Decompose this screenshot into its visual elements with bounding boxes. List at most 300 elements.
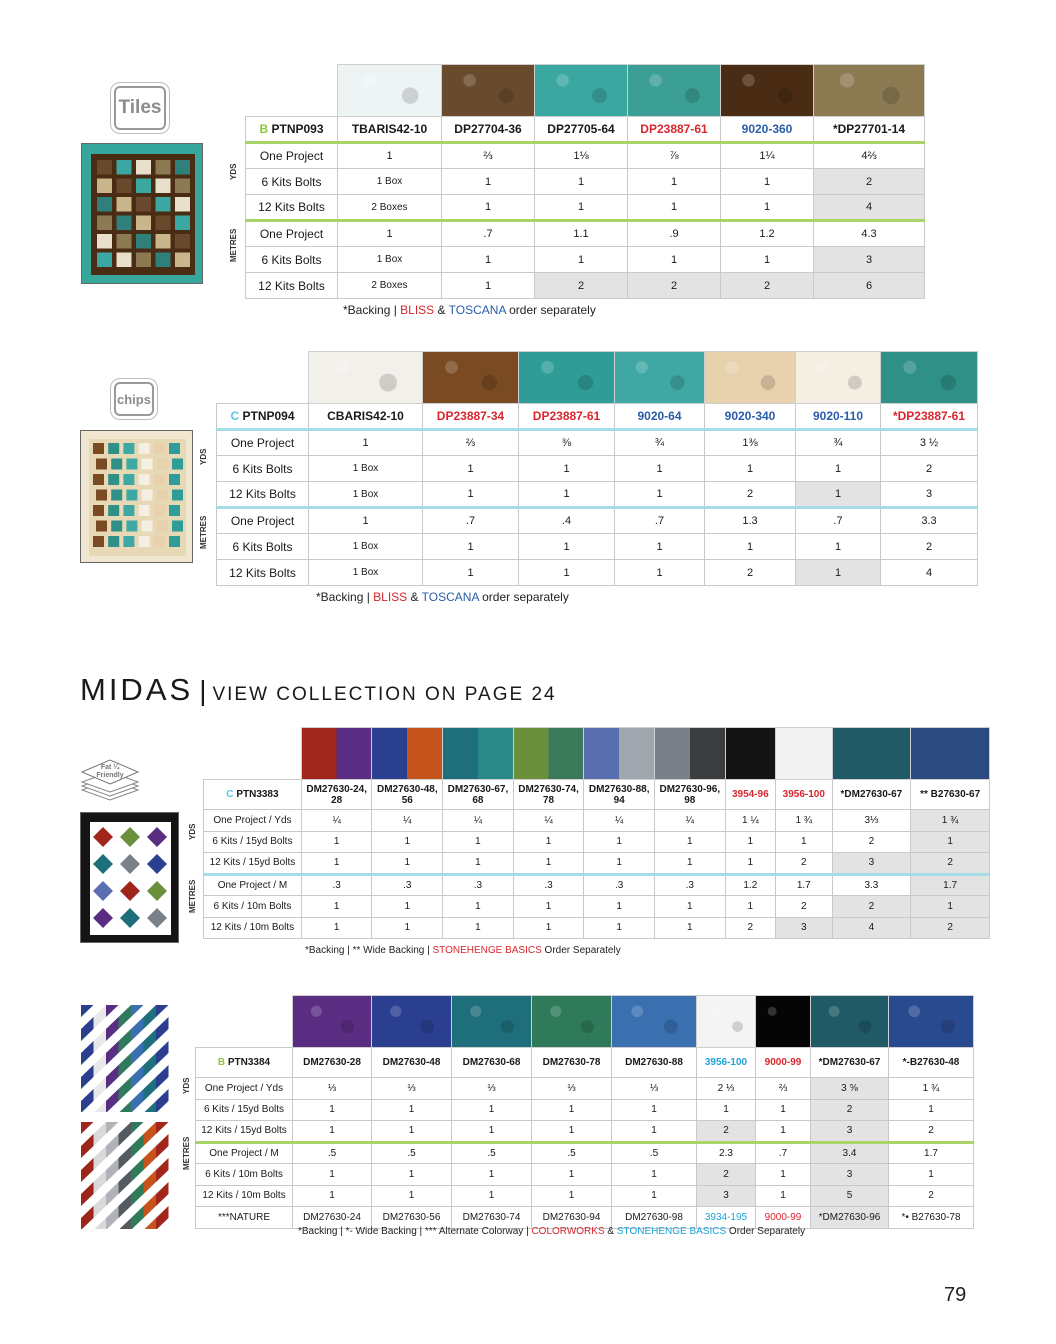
row-label: 6 Kits Bolts	[217, 534, 309, 560]
row-label: One Project / M	[196, 1142, 293, 1164]
table-corner	[196, 996, 293, 1048]
quantity-cell: 1	[372, 896, 443, 918]
fabric-code-header: *DP27701-14	[814, 117, 925, 143]
quantity-cell: 2	[811, 1099, 889, 1121]
quantity-cell: 1	[442, 195, 535, 221]
ptn3384-alternate-quilt-image	[81, 1122, 169, 1229]
table-row	[204, 917, 990, 939]
row-label: 12 Kits / 15yd Bolts	[196, 1121, 293, 1143]
quantity-cell: 1	[513, 917, 584, 939]
row-label: One Project	[217, 508, 309, 534]
quantity-cell: .9	[628, 221, 721, 247]
quantity-cell: 3.4	[811, 1142, 889, 1164]
fabric-code-header: 9020-64	[615, 404, 705, 430]
chips-quilt-image	[80, 430, 193, 563]
quantity-cell: 1 ¾	[911, 810, 990, 832]
quantity-cell: 1	[889, 1099, 974, 1121]
quantity-cell: 1	[423, 456, 519, 482]
quantity-cell: 1	[628, 195, 721, 221]
table-row	[204, 896, 990, 918]
quantity-cell: 1 Box	[338, 169, 442, 195]
fabric-code-header: 9020-110	[796, 404, 881, 430]
quantity-cell: 1	[301, 831, 372, 853]
quantity-cell: 1	[293, 1164, 372, 1186]
quantity-cell: 3	[881, 482, 978, 508]
fabric-code-header: CBARIS42-10	[309, 404, 423, 430]
fabric-swatch	[889, 996, 974, 1048]
quantity-cell: 3	[832, 853, 911, 875]
quantity-cell: ⅔	[423, 430, 519, 456]
table-row	[196, 1142, 974, 1164]
quantity-cell: 1	[452, 1121, 532, 1143]
row-label: 6 Kits / 15yd Bolts	[196, 1099, 293, 1121]
fabric-swatch	[519, 352, 615, 404]
chips-backing-note: *Backing | BLISS & TOSCANA order separately	[316, 590, 569, 604]
fabric-swatch	[811, 996, 889, 1048]
quantity-cell: 1	[654, 831, 725, 853]
fabric-code-header: DP23887-34	[423, 404, 519, 430]
quantity-cell: 1	[301, 917, 372, 939]
quantity-cell: 9000-99	[756, 1207, 811, 1229]
fabric-code-header: DM27630-74, 78	[513, 780, 584, 810]
quantity-cell: 2	[535, 273, 628, 299]
quantity-cell: 1	[911, 896, 990, 918]
quantity-cell: ⅔	[442, 143, 535, 169]
collection-title	[80, 672, 557, 708]
table-row	[217, 508, 978, 534]
table-row	[217, 534, 978, 560]
quantity-cell: 2	[832, 831, 911, 853]
quantity-cell: ¼	[513, 810, 584, 832]
quantity-cell: 2.3	[697, 1142, 756, 1164]
table-corner	[246, 65, 338, 117]
fabric-code-header: DP23887-61	[519, 404, 615, 430]
fabric-swatch	[513, 728, 584, 780]
fabric-code-header: *‍-B27630-48	[889, 1048, 974, 1078]
tiles-yardage-table	[245, 64, 925, 299]
quantity-cell: .4	[519, 508, 615, 534]
table-row	[246, 247, 925, 273]
quantity-cell: .3	[301, 874, 372, 896]
fabric-swatch	[832, 728, 911, 780]
quantity-cell: DM27630-24	[293, 1207, 372, 1229]
pattern-code-header: C PTNP094	[217, 404, 309, 430]
quantity-cell: 2	[776, 896, 833, 918]
fabric-code-header: 3956-100	[697, 1048, 756, 1078]
quantity-cell: 1	[293, 1121, 372, 1143]
fat-quarter-friendly-icon: Fat ¼ Friendly	[80, 758, 140, 804]
row-label: 12 Kits Bolts	[217, 482, 309, 508]
quantity-cell: .7	[796, 508, 881, 534]
quantity-cell: 1 Box	[309, 560, 423, 586]
table-row	[196, 1207, 974, 1229]
ptn3384-backing-note: *Backing | *‍- Wide Backing | *** Alternate Colorway | COLORWORKS & STONEHENGE BASICS Order Separately	[298, 1226, 806, 1237]
fabric-code-header: 9020-360	[721, 117, 814, 143]
quantity-cell: 1	[612, 1121, 697, 1143]
quantity-cell: 1	[301, 853, 372, 875]
quantity-cell: 1	[423, 534, 519, 560]
quantity-cell: 1	[725, 896, 775, 918]
row-label: One Project	[246, 143, 338, 169]
yds-side-label: YDS	[199, 448, 208, 465]
quantity-cell: 1	[532, 1099, 612, 1121]
quantity-cell: 1	[796, 534, 881, 560]
quantity-cell: 2	[705, 482, 796, 508]
quantity-cell: 1	[452, 1099, 532, 1121]
quantity-cell: 1	[721, 247, 814, 273]
quantity-cell: ⅓	[372, 1078, 452, 1100]
fabric-code-header: DM27630-24, 28	[301, 780, 372, 810]
quantity-cell: 2	[911, 853, 990, 875]
quantity-cell: 1	[654, 917, 725, 939]
page-number: 79	[944, 1284, 967, 1306]
collection-page-link[interactable]: VIEW COLLECTION ON PAGE 24	[212, 684, 557, 705]
fabric-swatch	[372, 728, 443, 780]
quantity-cell: 1	[776, 831, 833, 853]
metres-side-label: METRES	[199, 515, 208, 549]
quantity-cell: 1	[584, 917, 655, 939]
quantity-cell: 1⅜	[705, 430, 796, 456]
quantity-cell: 1	[615, 534, 705, 560]
quantity-cell: .7	[615, 508, 705, 534]
quantity-cell: .3	[584, 874, 655, 896]
fabric-swatch	[615, 352, 705, 404]
ptn3384-yardage-table	[195, 995, 974, 1229]
quantity-cell: .7	[756, 1142, 811, 1164]
fabric-code-header: DM27630-96, 98	[654, 780, 725, 810]
fabric-swatch	[911, 728, 990, 780]
pattern-code-header: C PTN3383	[204, 780, 302, 810]
table-row	[217, 482, 978, 508]
quantity-cell: 1	[697, 1099, 756, 1121]
table-row	[246, 143, 925, 169]
fabric-swatch	[725, 728, 775, 780]
quantity-cell: 4.3	[814, 221, 925, 247]
quantity-cell: 1	[519, 482, 615, 508]
row-label: 6 Kits Bolts	[246, 169, 338, 195]
table-row	[196, 1121, 974, 1143]
quantity-cell: ⅓	[612, 1078, 697, 1100]
quantity-cell: .5	[612, 1142, 697, 1164]
quantity-cell: 2 Boxes	[338, 195, 442, 221]
quantity-cell: 1	[519, 534, 615, 560]
fabric-code-header: 9020-340	[705, 404, 796, 430]
fabric-code-header: DM27630-68	[452, 1048, 532, 1078]
quantity-cell: 1	[796, 482, 881, 508]
quantity-cell: DM27630-98	[612, 1207, 697, 1229]
quantity-cell: .7	[423, 508, 519, 534]
chips-yardage-table	[216, 351, 978, 586]
quantity-cell: 1	[372, 1099, 452, 1121]
fabric-code-header: DM27630-48	[372, 1048, 452, 1078]
quantity-cell: 1	[293, 1099, 372, 1121]
quantity-cell: 2	[832, 896, 911, 918]
fabric-code-header: DM27630-88, 94	[584, 780, 655, 810]
table-row	[246, 221, 925, 247]
quantity-cell: 1	[725, 853, 775, 875]
collection-name: MIDAS	[80, 672, 194, 707]
quantity-cell: 1.7	[776, 874, 833, 896]
quantity-cell: 3	[814, 247, 925, 273]
quantity-cell: 1 Box	[309, 456, 423, 482]
quantity-cell: *DM27630-96	[811, 1207, 889, 1229]
quantity-cell: 1	[513, 896, 584, 918]
quantity-cell: 1	[443, 896, 514, 918]
quantity-cell: 1 Box	[309, 482, 423, 508]
table-row	[204, 810, 990, 832]
quantity-cell: 4	[881, 560, 978, 586]
quantity-cell: .5	[452, 1142, 532, 1164]
quantity-cell: 2	[697, 1121, 756, 1143]
quantity-cell: .7	[442, 221, 535, 247]
fabric-swatch	[293, 996, 372, 1048]
quantity-cell: 1	[442, 247, 535, 273]
quantity-cell: 1	[721, 169, 814, 195]
quantity-cell: 1	[756, 1121, 811, 1143]
fabric-swatch	[654, 728, 725, 780]
table-row	[217, 456, 978, 482]
quantity-cell: 1	[513, 831, 584, 853]
quantity-cell: 1	[725, 831, 775, 853]
quantity-cell: ¼	[584, 810, 655, 832]
fabric-code-header: DP27705-64	[535, 117, 628, 143]
quantity-cell: ⅓	[532, 1078, 612, 1100]
quantity-cell: 1	[443, 831, 514, 853]
ptn3384-quilt-image	[81, 1005, 169, 1112]
row-label: 6 Kits Bolts	[217, 456, 309, 482]
quantity-cell: 1	[654, 853, 725, 875]
fabric-swatch	[535, 65, 628, 117]
quantity-cell: 1	[584, 831, 655, 853]
fabric-swatch	[584, 728, 655, 780]
fabric-swatch	[372, 996, 452, 1048]
quantity-cell: 5	[811, 1185, 889, 1207]
quantity-cell: 1	[584, 853, 655, 875]
fabric-swatch	[452, 996, 532, 1048]
quantity-cell: 1	[519, 456, 615, 482]
quantity-cell: 1.1	[535, 221, 628, 247]
tiles-quilt-image	[81, 143, 203, 284]
quantity-cell: 1	[443, 853, 514, 875]
pattern-code-header: B PTNP093	[246, 117, 338, 143]
fabric-code-header: TBARIS42-10	[338, 117, 442, 143]
quantity-cell: 1	[338, 143, 442, 169]
ptn3383-yardage-table	[203, 727, 990, 939]
fabric-code-header: DM27630-67, 68	[443, 780, 514, 810]
quantity-cell: 2 ⅓	[697, 1078, 756, 1100]
fabric-code-header: DM27630-78	[532, 1048, 612, 1078]
quantity-cell: 1	[628, 169, 721, 195]
quantity-cell: ⅔	[756, 1078, 811, 1100]
quantity-cell: 3	[811, 1121, 889, 1143]
quantity-cell: ¼	[301, 810, 372, 832]
quantity-cell: 1	[532, 1121, 612, 1143]
metres-side-label: METRES	[229, 228, 238, 262]
kit-box-swatch	[309, 352, 423, 404]
quantity-cell: 1.7	[911, 874, 990, 896]
fabric-code-header: *DM27630-67	[832, 780, 911, 810]
fabric-swatch	[756, 996, 811, 1048]
quantity-cell: 2	[881, 456, 978, 482]
quantity-cell: ¾	[796, 430, 881, 456]
quantity-cell: 1	[796, 456, 881, 482]
row-label: 12 Kits Bolts	[246, 273, 338, 299]
fabric-code-header: *DP23887-61	[881, 404, 978, 430]
row-label: 12 Kits / 10m Bolts	[204, 917, 302, 939]
fabric-swatch	[301, 728, 372, 780]
quantity-cell: 1	[756, 1185, 811, 1207]
quantity-cell: 1	[442, 169, 535, 195]
fabric-code-header: DP27704-36	[442, 117, 535, 143]
tiles-pattern-badge: Tiles	[114, 86, 166, 130]
quantity-cell: 1	[756, 1099, 811, 1121]
quantity-cell: 4	[814, 195, 925, 221]
row-label: 6 Kits Bolts	[246, 247, 338, 273]
quantity-cell: 1	[293, 1185, 372, 1207]
quantity-cell: 1	[309, 430, 423, 456]
quantity-cell: 1	[372, 831, 443, 853]
quantity-cell: 1	[612, 1099, 697, 1121]
quantity-cell: 2	[911, 917, 990, 939]
quantity-cell: 1⅛	[535, 143, 628, 169]
quantity-cell: ¼	[443, 810, 514, 832]
quantity-cell: DM27630-94	[532, 1207, 612, 1229]
table-row	[217, 560, 978, 586]
quantity-cell: 2	[721, 273, 814, 299]
fabric-code-header: 3954-96	[725, 780, 775, 810]
pattern-code-header: B PTN3384	[196, 1048, 293, 1078]
quantity-cell: ⅜	[519, 430, 615, 456]
quantity-cell: 3	[697, 1185, 756, 1207]
quantity-cell: 1 ¾	[776, 810, 833, 832]
yds-side-label: YDS	[229, 163, 238, 180]
table-row	[196, 1164, 974, 1186]
ptn3383-backing-note: *Backing | *‍* Wide Backing | STONEHENGE BASICS Order Separately	[305, 945, 621, 956]
quantity-cell: 1 Box	[309, 534, 423, 560]
fabric-code-header: DM27630-28	[293, 1048, 372, 1078]
row-label: 6 Kits / 15yd Bolts	[204, 831, 302, 853]
quantity-cell: 1	[372, 1121, 452, 1143]
quantity-cell: .5	[293, 1142, 372, 1164]
quantity-cell: .5	[532, 1142, 612, 1164]
fabric-code-header: 9000-99	[756, 1048, 811, 1078]
fabric-swatch	[814, 65, 925, 117]
quantity-cell: 1	[911, 831, 990, 853]
metres-side-label: METRES	[182, 1136, 191, 1170]
quantity-cell: 1.7	[889, 1142, 974, 1164]
fabric-code-header: DM27630-48, 56	[372, 780, 443, 810]
fabric-swatch	[532, 996, 612, 1048]
quantity-cell: 1	[443, 917, 514, 939]
quantity-cell: .3	[443, 874, 514, 896]
quantity-cell: 4⅔	[814, 143, 925, 169]
fabric-swatch	[612, 996, 697, 1048]
fabric-swatch	[705, 352, 796, 404]
quantity-cell: 1	[615, 456, 705, 482]
quantity-cell: 3 ⅝	[811, 1078, 889, 1100]
quantity-cell: 1	[372, 1164, 452, 1186]
quantity-cell: 2	[725, 917, 775, 939]
row-label: One Project / Yds	[196, 1078, 293, 1100]
row-label: One Project	[217, 430, 309, 456]
quantity-cell: 1	[513, 853, 584, 875]
quantity-cell: 1	[372, 917, 443, 939]
table-row	[246, 195, 925, 221]
quantity-cell: 1	[301, 896, 372, 918]
quantity-cell: 1	[654, 896, 725, 918]
table-row	[204, 853, 990, 875]
quantity-cell: 1	[519, 560, 615, 586]
fabric-swatch	[628, 65, 721, 117]
quantity-cell: 1	[452, 1164, 532, 1186]
quantity-cell: 3	[776, 917, 833, 939]
quantity-cell: 3	[811, 1164, 889, 1186]
quantity-cell: 1	[423, 560, 519, 586]
fabric-swatch	[796, 352, 881, 404]
row-label: 12 Kits Bolts	[217, 560, 309, 586]
quantity-cell: ¼	[372, 810, 443, 832]
fabric-swatch	[881, 352, 978, 404]
fabric-code-header: *‍* B27630-67	[911, 780, 990, 810]
quantity-cell: 1	[372, 1185, 452, 1207]
quantity-cell: 2	[628, 273, 721, 299]
quantity-cell: 3.3	[881, 508, 978, 534]
fabric-code-header: DP23887-61	[628, 117, 721, 143]
fabric-swatch	[721, 65, 814, 117]
table-row	[246, 169, 925, 195]
quantity-cell: 2	[889, 1121, 974, 1143]
quantity-cell: 1	[721, 195, 814, 221]
quantity-cell: 3⅓	[832, 810, 911, 832]
quantity-cell: .3	[372, 874, 443, 896]
row-label: 12 Kits / 15yd Bolts	[204, 853, 302, 875]
table-row	[196, 1185, 974, 1207]
quantity-cell: 1	[889, 1164, 974, 1186]
table-row	[204, 874, 990, 896]
quantity-cell: 1.3	[705, 508, 796, 534]
row-label: 6 Kits / 10m Bolts	[196, 1164, 293, 1186]
title-separator: |	[199, 675, 207, 706]
quantity-cell: 4	[832, 917, 911, 939]
quantity-cell: 1.2	[721, 221, 814, 247]
quantity-cell: 1	[796, 560, 881, 586]
quantity-cell: 1	[452, 1185, 532, 1207]
fabric-swatch	[697, 996, 756, 1048]
quantity-cell: 1	[309, 508, 423, 534]
row-label: 12 Kits / 10m Bolts	[196, 1185, 293, 1207]
row-label: ***NATURE	[196, 1207, 293, 1229]
ptn3383-quilt-image	[80, 812, 179, 943]
metres-side-label: METRES	[188, 879, 197, 913]
table-row	[204, 831, 990, 853]
quantity-cell: 6	[814, 273, 925, 299]
quantity-cell: ¾	[615, 430, 705, 456]
table-row	[217, 430, 978, 456]
quantity-cell: 2	[776, 853, 833, 875]
fabric-swatch	[443, 728, 514, 780]
quantity-cell: 1	[423, 482, 519, 508]
table-corner	[217, 352, 309, 404]
yds-side-label: YDS	[188, 823, 197, 840]
yds-side-label: YDS	[182, 1077, 191, 1094]
quantity-cell: 1	[532, 1185, 612, 1207]
quantity-cell: 1	[615, 482, 705, 508]
quantity-cell: 2 Boxes	[338, 273, 442, 299]
quantity-cell: 1 Box	[338, 247, 442, 273]
quantity-cell: DM27630-74	[452, 1207, 532, 1229]
quantity-cell: 1	[338, 221, 442, 247]
quantity-cell: 1	[535, 247, 628, 273]
